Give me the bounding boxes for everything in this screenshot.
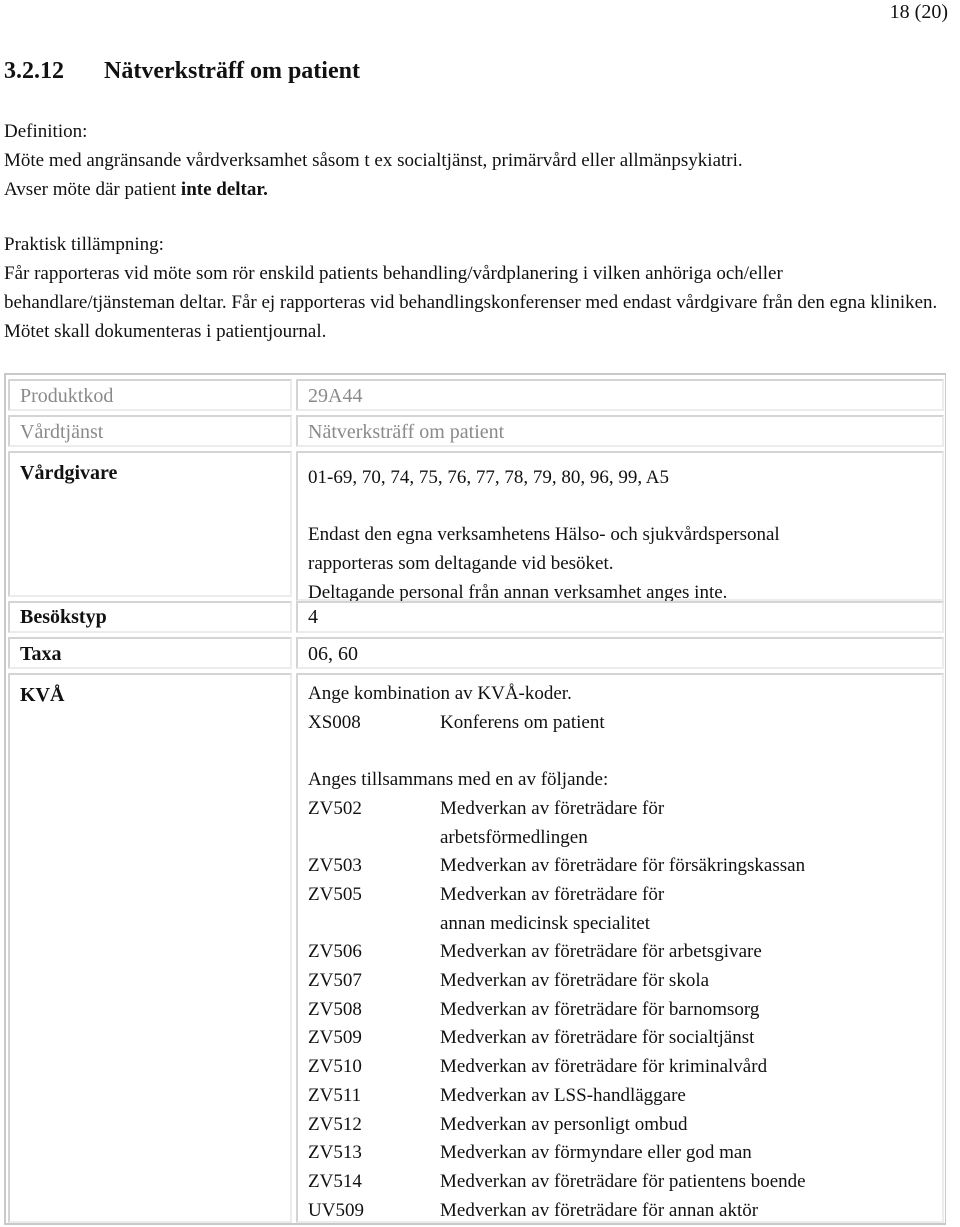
kva-code-desc-line: Medverkan av företrädare för arbetsgivare	[440, 941, 762, 963]
visit-type-value: 4	[296, 601, 944, 633]
kva-code-desc	[440, 881, 942, 938]
kva-code-row	[308, 1168, 942, 1197]
kva-code-row	[308, 852, 942, 881]
kva-code-desc	[440, 1139, 942, 1168]
tariff-label: Taxa	[8, 637, 292, 669]
care-service-label: Vårdtjänst	[8, 415, 292, 447]
kva-code: ZV513	[308, 1142, 362, 1164]
product-code-label: Produktkod	[8, 379, 292, 411]
kva-together: Anges tillsammans med en av följande:	[308, 769, 609, 791]
kva-code-desc	[440, 852, 942, 881]
kva-label: KVÅ	[20, 684, 65, 706]
kva-code-desc	[440, 1197, 942, 1226]
care-provider-label-cell	[8, 451, 292, 597]
kva-code: ZV505	[308, 883, 362, 905]
kva-code: ZV512	[308, 1113, 362, 1135]
kva-code-row	[308, 1082, 942, 1111]
kva-code: ZV510	[308, 1056, 362, 1078]
kva-code-desc	[440, 1024, 942, 1053]
kva-code-desc-line: arbetsförmedlingen	[440, 826, 588, 848]
spacer	[308, 737, 942, 766]
spacer	[308, 492, 942, 520]
kva-code-list	[308, 795, 942, 1226]
kva-code: ZV506	[308, 941, 362, 963]
kva-code: ZV508	[308, 998, 362, 1020]
page-number: 18 (20)	[889, 1, 948, 23]
care-service-value: Nätverksträff om patient	[296, 415, 944, 447]
definition-block	[4, 117, 954, 204]
kva-code-row	[308, 1111, 942, 1140]
kva-code-desc-line: Medverkan av företrädare för försäkringskassan	[440, 855, 806, 877]
kva-code: ZV507	[308, 970, 362, 992]
kva-code-desc-line: Medverkan av företrädare för patientens boende	[440, 1170, 806, 1192]
kva-code-desc-line: Medverkan av personligt ombud	[440, 1113, 688, 1135]
kva-code-desc	[440, 795, 942, 852]
kva-code: ZV503	[308, 855, 362, 877]
kva-code-row	[308, 1197, 942, 1226]
definition-line-2-bold: inte deltar.	[180, 179, 268, 200]
kva-code: ZV514	[308, 1170, 362, 1192]
practice-label: Praktisk tillämpning:	[4, 234, 164, 255]
kva-code-row	[308, 795, 942, 852]
kva-code-desc-line: annan medicinsk specialitet	[440, 912, 650, 934]
kva-code-desc	[440, 938, 942, 967]
kva-main-row	[308, 709, 942, 738]
kva-code-desc-line: Medverkan av förmyndare eller god man	[440, 1142, 752, 1164]
kva-code-desc-line: Medverkan av företrädare för	[440, 797, 665, 819]
kva-main-code: XS008	[308, 711, 361, 733]
care-provider-note-1: Endast den egna verksamhetens Hälso- och sjukvårdspersonal	[308, 524, 780, 545]
kva-code-desc-line: Medverkan av företrädare för annan aktör	[440, 1199, 759, 1221]
care-provider-note-2: rapporteras som deltagande vid besöket.	[308, 553, 614, 574]
kva-code-row	[308, 881, 942, 938]
kva-code: ZV511	[308, 1084, 362, 1106]
kva-code-desc	[440, 1111, 942, 1140]
kva-code-desc	[440, 1168, 942, 1197]
kva-code: ZV502	[308, 797, 362, 819]
kva-code-desc	[440, 1082, 942, 1111]
kva-code-desc-line: Medverkan av företrädare för	[440, 883, 665, 905]
tariff-value: 06, 60	[296, 637, 944, 669]
kva-label-cell	[8, 673, 292, 1223]
kva-intro: Ange kombination av KVÅ-koder.	[308, 683, 572, 704]
kva-code-row	[308, 938, 942, 967]
section-heading	[4, 56, 360, 86]
definition-label: Definition:	[4, 121, 88, 142]
definition-line-2-prefix: Avser möte där patient	[4, 179, 181, 200]
kva-code-desc	[440, 996, 942, 1025]
product-code-value: 29A44	[296, 379, 944, 411]
kva-code-row	[308, 996, 942, 1025]
kva-code-desc-line: Medverkan av företrädare för kriminalvård	[440, 1056, 768, 1078]
kva-code-row	[308, 1024, 942, 1053]
definition-line-2	[4, 175, 954, 204]
section-number: 3.2.12	[4, 58, 64, 84]
kva-code-row	[308, 1053, 942, 1082]
section-title: Nätverksträff om patient	[104, 58, 360, 84]
kva-code-desc-line: Medverkan av företrädare för skola	[440, 970, 710, 992]
kva-code-desc	[440, 1053, 942, 1082]
visit-type-label: Besökstyp	[8, 601, 292, 633]
care-provider-label: Vårdgivare	[20, 462, 118, 484]
definition-line-1: Möte med angränsande vårdverksamhet såsom t ex socialtjänst, primärvård eller allmänpsykiatri.	[4, 150, 743, 171]
kva-code-desc	[440, 967, 942, 996]
practice-text: Får rapporteras vid möte som rör enskild patients behandling/vårdplanering i vilken anhöriga och/eller behandlare/tjänsteman deltar. Får ej rapporteras vid behandlingskonferenser med endast vårdgivare från den egna kliniken. Mötet skall dokumenteras i patientjournal.	[4, 263, 938, 342]
kva-code-desc-line: Medverkan av LSS-handläggare	[440, 1084, 686, 1106]
kva-value	[296, 673, 944, 1223]
kva-code: UV509	[308, 1199, 364, 1221]
kva-code-desc-line: Medverkan av företrädare för socialtjänst	[440, 1027, 755, 1049]
product-table	[4, 373, 946, 1225]
care-provider-note-3: Deltagande personal från annan verksamhet anges inte.	[308, 582, 728, 603]
care-provider-codes: 01-69, 70, 74, 75, 76, 77, 78, 79, 80, 96, 99, A5	[308, 467, 669, 488]
kva-main-desc: Konferens om patient	[440, 711, 605, 733]
kva-code-row	[308, 1139, 942, 1168]
kva-code-desc-line: Medverkan av företrädare för barnomsorg	[440, 998, 760, 1020]
kva-code-row	[308, 967, 942, 996]
kva-code: ZV509	[308, 1027, 362, 1049]
care-provider-value	[296, 451, 944, 601]
practice-block	[4, 230, 954, 346]
